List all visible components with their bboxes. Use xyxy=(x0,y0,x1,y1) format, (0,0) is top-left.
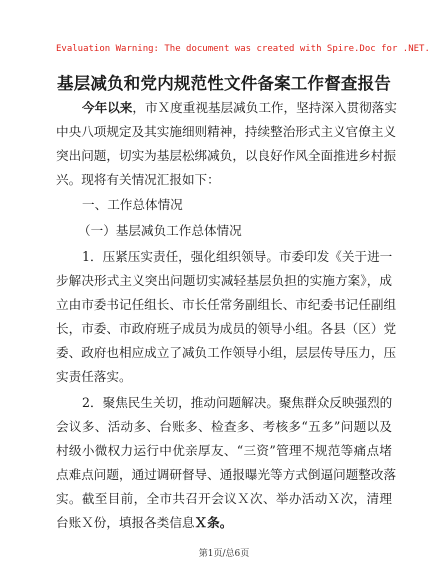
para1-line-6: 实责任落实。 xyxy=(56,369,132,384)
intro-lead: 今年以来 xyxy=(82,100,133,115)
para1-line-3: 立由市委书记任组长、市长任常务副组长、市纪委书记任副组 xyxy=(56,297,397,312)
subsection-heading: （一）基层减负工作总体情况 xyxy=(78,223,242,238)
para1-line-2: 步解决形式主义突出问题切实减轻基层负担的实施方案》，成 xyxy=(56,273,392,288)
intro-line-1-text: ，市Ｘ度重视基层减负工作，坚持深入贯彻落实 xyxy=(132,100,397,115)
page-title: 基层减负和党内规范性文件备案工作督查报告 xyxy=(57,74,391,93)
para2-line-5: 实。截至目前，全市共召开会议Ｘ次、举办活动Ｘ次，清理 xyxy=(56,491,392,506)
intro-line-3: 突出问题，切实为基层松绑减负，以良好作风全面推进乡村振 xyxy=(56,148,397,163)
section-heading: 一、工作总体情况 xyxy=(82,197,183,212)
para1-line-4: 长，市委、市政府班子成员为成员的领导小组。各县（区）党 xyxy=(56,321,397,336)
para2-line-1: 2．聚焦民生关切，推动问题解决。聚焦群众反映强烈的 xyxy=(82,395,393,410)
para2-line-3: 村级小微权力运行中优亲厚友、“三资”管理不规范等痛点堵 xyxy=(56,443,392,458)
para1-line-1: 1．压紧压实责任，强化组织领导。市委印发《关于进一 xyxy=(82,249,393,264)
para2-line-6-end: Ｘ条。 xyxy=(194,515,233,530)
evaluation-warning: Evaluation Warning: The document was created with Spire.Doc for .NET. xyxy=(56,44,430,54)
intro-line-2: 中央八项规定及其实施细则精神，持续整治形式主义官僚主义 xyxy=(56,124,397,139)
para2-line-2: 会议多、活动多、台账多、检查多、考核多“五多”问题以及 xyxy=(56,419,392,434)
intro-line-4: 兴。现将有关情况汇报如下： xyxy=(56,172,220,187)
para2-line-6 xyxy=(56,512,392,534)
intro-line-1 xyxy=(56,97,397,119)
para2-line-6-text: 台账Ｘ份，填报各类信息 xyxy=(56,515,195,530)
para2-line-4: 点难点问题，通过调研督导、通报曝光等方式倒逼问题整改落 xyxy=(56,467,397,482)
para1-line-5: 委、政府也相应成立了减负工作领导小组，层层传导压力，压 xyxy=(56,345,397,360)
page-number: 第1页/总6页 xyxy=(198,549,250,559)
